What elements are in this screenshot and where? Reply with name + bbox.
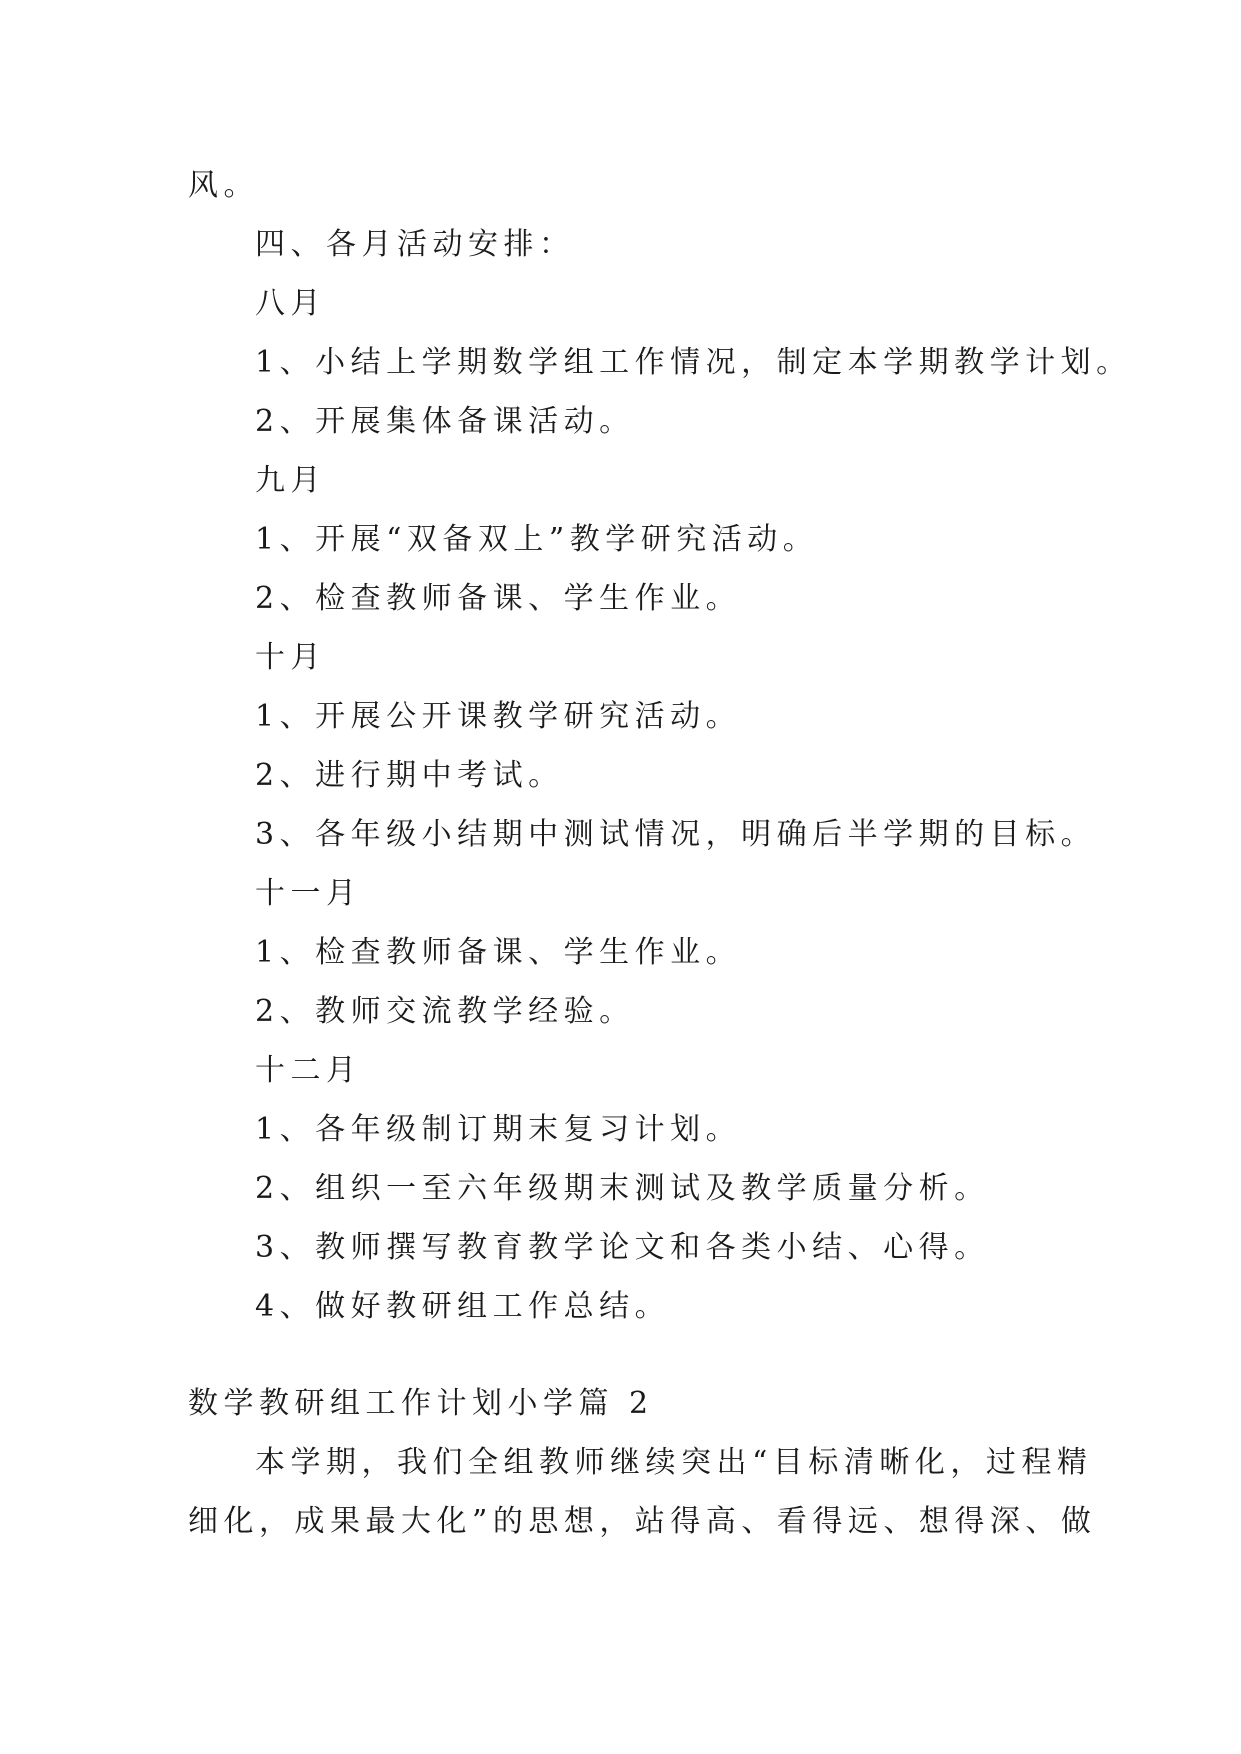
list-item: 1、开展公开课教学研究活动。 — [255, 699, 742, 734]
section-heading: 四、各月活动安排： — [255, 227, 575, 262]
list-item: 3、各年级小结期中测试情况，明确后半学期的目标。 — [255, 817, 1097, 852]
month-heading: 十二月 — [255, 1053, 362, 1088]
list-item: 2、组织一至六年级期末测试及教学质量分析。 — [255, 1171, 990, 1206]
list-item: 1、检查教师备课、学生作业。 — [255, 935, 742, 970]
body-paragraph-line: 本学期，我们全组教师继续突出“目标清晰化，过程精 — [255, 1445, 1093, 1480]
list-item: 2、教师交流教学经验。 — [255, 994, 635, 1029]
list-item: 4、做好教研组工作总结。 — [255, 1289, 671, 1324]
list-item: 2、进行期中考试。 — [255, 758, 564, 793]
list-item: 2、开展集体备课活动。 — [255, 404, 635, 439]
paragraph-continuation: 风。 — [188, 168, 259, 203]
list-item: 1、各年级制订期末复习计划。 — [255, 1112, 742, 1147]
list-item: 1、小结上学期数学组工作情况，制定本学期教学计划。 — [255, 345, 1132, 380]
month-heading: 十一月 — [255, 876, 362, 911]
body-paragraph-line: 细化，成果最大化”的思想，站得高、看得远、想得深、做 — [188, 1504, 1097, 1539]
list-item: 2、检查教师备课、学生作业。 — [255, 581, 742, 616]
article-title: 数学教研组工作计划小学篇 2 — [188, 1386, 654, 1421]
list-item: 1、开展“双备双上”教学研究活动。 — [255, 522, 819, 557]
list-item: 3、教师撰写教育教学论文和各类小结、心得。 — [255, 1230, 990, 1265]
month-heading: 十月 — [255, 640, 326, 675]
month-heading: 九月 — [255, 463, 326, 498]
month-heading: 八月 — [255, 286, 326, 321]
